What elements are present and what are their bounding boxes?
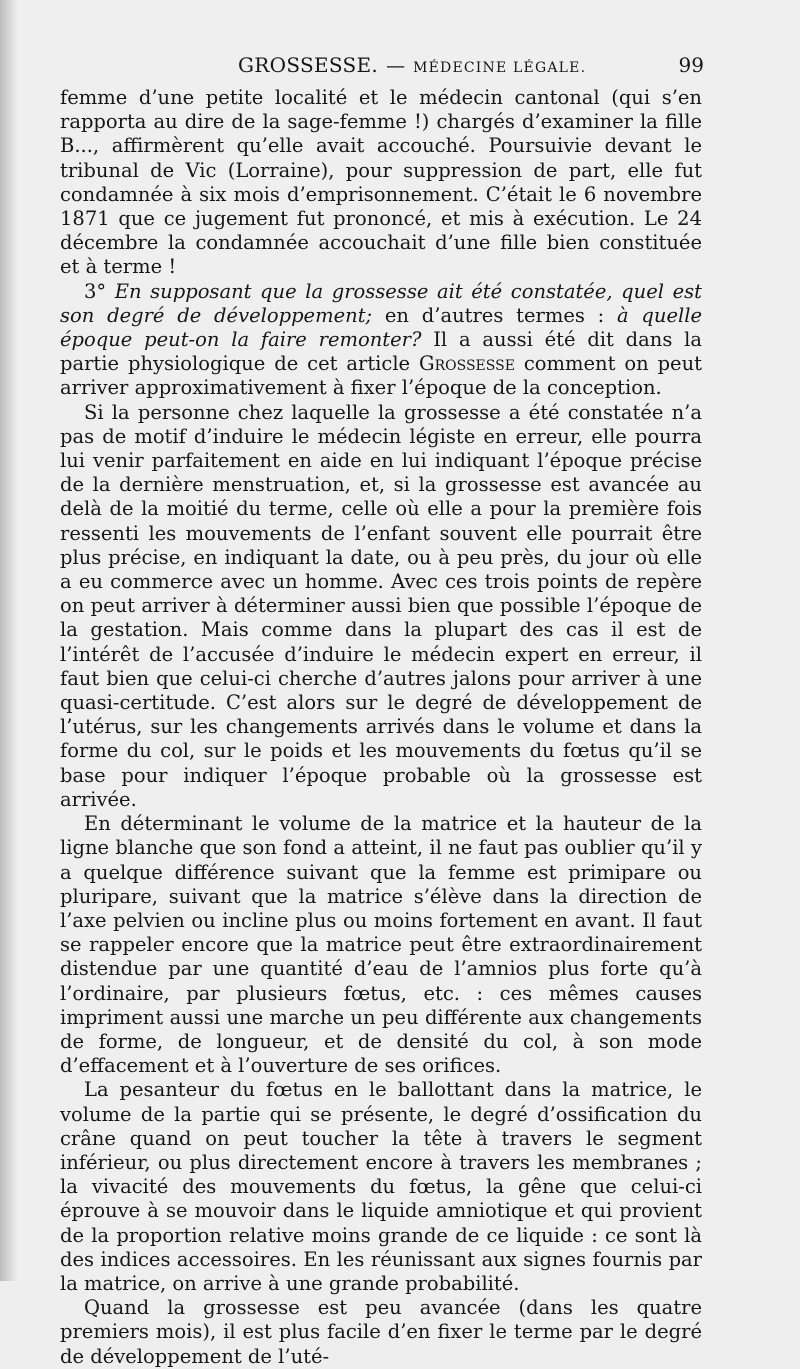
italic-text: à quelle époque peut-on la faire remonter? [60,303,703,352]
paragraph-text: en d’autres termes : [372,303,617,327]
paragraph-text: Il a aussi été dit dans la partie physiologique de cet article [60,328,702,376]
paragraph-text: Si la personne chez laquelle la grossesse a été constatée n’a pas de motif d’induire le médecin légiste en erreur, elle pourra lui venir parfaitement en aide en lui indiquant l’époque précise de la dernière menstruation, et, si la grossesse est avancée au delà de la moitié du terme, celle où elle a pour la première fois ressenti les mouvements de l’enfant souvent elle pourrait être plus précise, en indiquant la date, ou à peu près, du jour où elle a eu commerce avec un homme. Avec ces trois points de repère on peut arriver à déterminer aussi bien que possible l’époque de la gestation. Mais comme dans la plupart des cas il est de l’intérêt de l’accusée d’induire le médecin expert en erreur, il faut bien que celui-ci cherche d’autres jalons pour arriver à une quasi-certitude. C’est alors sur le degré de développement de l’utérus, sur les changements arrivés dans le volume et dans la forme du col, sur le poids et les mouvements du fœtus qu’il se base pour indiquer l’époque probable où la grossesse est arrivée. [60,400,702,811]
running-title [238,53,586,77]
running-title-dash: — [386,55,406,77]
paragraph [60,401,702,812]
page-number: 99 [678,53,704,77]
paragraph-text: Quand la grossesse est peu avancée (dans les quatre premiers mois), il est plus facile d’en fixer le terme par le degré de développement de l’uté- [60,1296,702,1368]
body-text [60,86,702,1369]
paragraph [60,1078,702,1296]
paragraph-text: femme d’une petite localité et le médecin cantonal (qui s’en rapporta au dire de la sage-femme !) chargés d’examiner la fille B..., affirmèrent qu’elle avait accouché. Poursuivie devant le tribunal de Vic (Lorraine), pour suppression de part, elle fut condamnée à six mois d’emprisonnement. C’était le 6 novembre 1871 que ce jugement fut prononcé, et mis à exécution. Le 24 décembre la condamnée accouchait d’une fille bien constituée et à terme ! [60,86,702,279]
running-title-main: GROSSESSE. [238,53,379,77]
paragraph [60,812,702,1078]
paragraph-text: La pesanteur du fœtus en le ballottant dans la matrice, le volume de la partie qui se présente, le degré d’ossification du crâne quand on peut toucher la tête à travers le segment inférieur, ou plus directement encore à travers les membranes ; la vivacité des mouvements du fœtus, la gêne que celui-ci éprouve à se mouvoir dans le liquide amniotique et qui provient de la proportion relative moins grande de ce liquide : ce sont là des indices accessoires. En les réunissant aux signes fournis par la matrice, on arrive à une grande probabilité. [60,1078,702,1295]
paragraph [60,280,702,401]
italic-text: En supposant que la grossesse ait été constatée, quel est son degré de développement; [60,279,702,327]
paragraph [60,1296,702,1369]
paragraph-text: comment on peut arriver approximativement à fixer l’époque de la conception. [60,352,702,400]
paragraph-text: 3° [84,279,115,303]
scan-edge-shadow [0,0,18,1281]
running-header [60,53,704,83]
running-title-sub: MÉDECINE LÉGALE. [413,60,587,76]
paragraph-text: En déterminant le volume de la matrice et la hauteur de la ligne blanche que son fond a atteint, il ne faut pas oublier qu’il y a quelque différence suivant que la femme est primipare ou pluripare, suivant que la matrice s’élève dans la direction de l’axe pelvien ou incline plus ou moins fortement en avant. Il faut se rappeler encore que la matrice peut être extraordinairement distendue par une quantité d’eau de l’amnios plus forte qu’à l’ordinaire, par plusieurs fœtus, etc. : ces mêmes causes impriment aussi une marche un peu différente aux changements de forme, de longueur, et de densité du col, à son mode d’effacement et à l’ouverture de ses orifices. [60,812,702,1078]
paragraph [60,86,702,280]
smallcaps-text: Grossesse [419,352,515,376]
